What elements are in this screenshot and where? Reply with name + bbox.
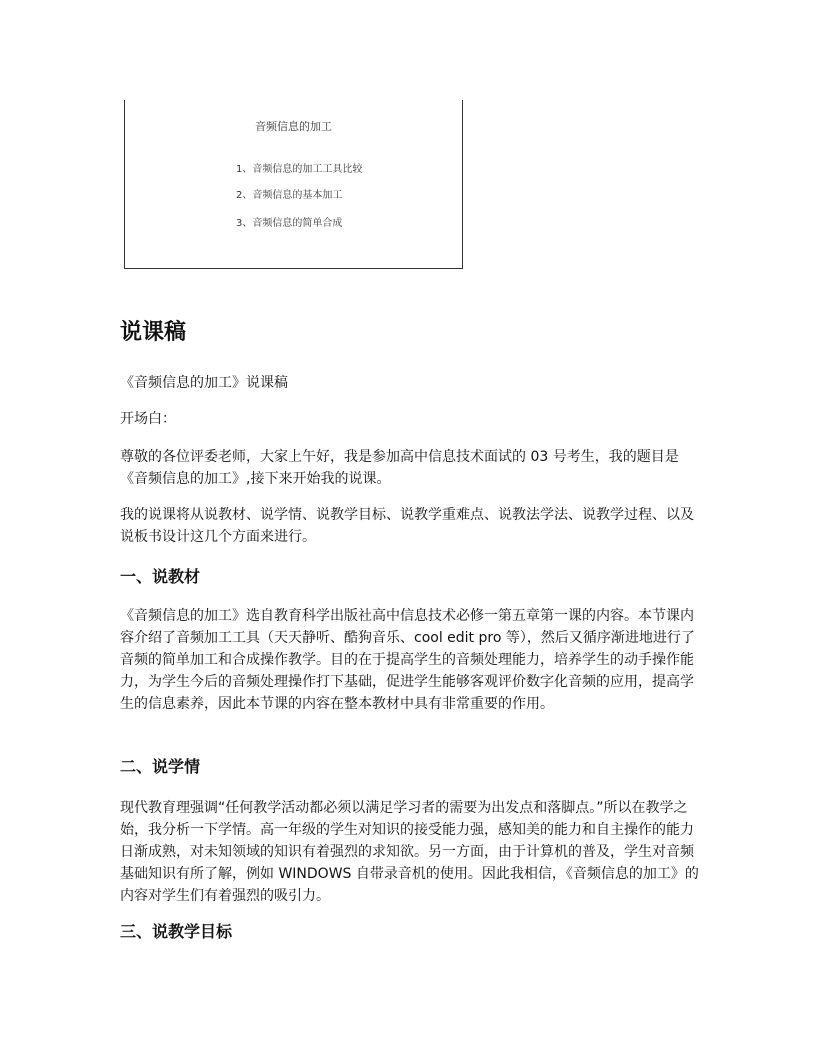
board-design-box — [124, 100, 463, 269]
board-item-3: 3、音频信息的简单合成 — [236, 218, 343, 229]
overview-paragraph: 我的说课将从说教材、说学情、说教学目标、说教学重难点、说教法学法、说教学过程、以及说板书设计这几个方面来进行。 — [120, 507, 694, 545]
section-heading-objectives: 三、说教学目标 — [120, 922, 233, 941]
section-body-textbook: 《音频信息的加工》选自教育科学出版社高中信息技术必修一第五章第一课的内容。本节课内容介绍了音频加工工具（天天静听、酷狗音乐、cool edit pro 等），然后又循序渐进地进行了音频的简单加工和合成操作教学。目的在于提高学生的音频处理能力，培养学生的动手操作能力，为学生今后的音频处理操作打下基础，促进学生能够客观评价数字化音频的应用，提高学生的信息素养，因此本节课的内容在整本教材中具有非常重要的作用。 — [120, 608, 695, 712]
section-heading-textbook: 一、说教材 — [120, 567, 201, 586]
section-heading-learners: 二、说学情 — [120, 757, 201, 776]
opening-paragraph: 尊敬的各位评委老师，大家上午好，我是参加高中信息技术面试的 03 号考生，我的题目是《音频信息的加工》,接下来开始我的说课。 — [120, 449, 679, 487]
board-item-2: 2、音频信息的基本加工 — [236, 190, 343, 201]
opening-label: 开场白： — [120, 411, 176, 427]
section-body-learners: 现代教育理强调“任何教学活动都必须以满足学习者的需要为出发点和落脚点。”所以在教学之始，我分析一下学情。高一年级的学生对知识的接受能力强，感知美的能力和自主操作的能力日渐成熟，对未知领域的知识有着强烈的求知欲。另一方面，由于计算机的普及，学生对音频基础知识有所了解，例如 WINDOWS 自带录音机的使用。因此我相信，《音频信息的加工》的内容对学生们有着强烈的吸引力。 — [120, 800, 699, 904]
document-subtitle: 《音频信息的加工》说课稿 — [120, 375, 288, 391]
document-title: 说课稿 — [120, 320, 187, 345]
board-item-1: 1、音频信息的加工工具比较 — [236, 164, 363, 175]
board-title: 音频信息的加工 — [255, 120, 332, 133]
